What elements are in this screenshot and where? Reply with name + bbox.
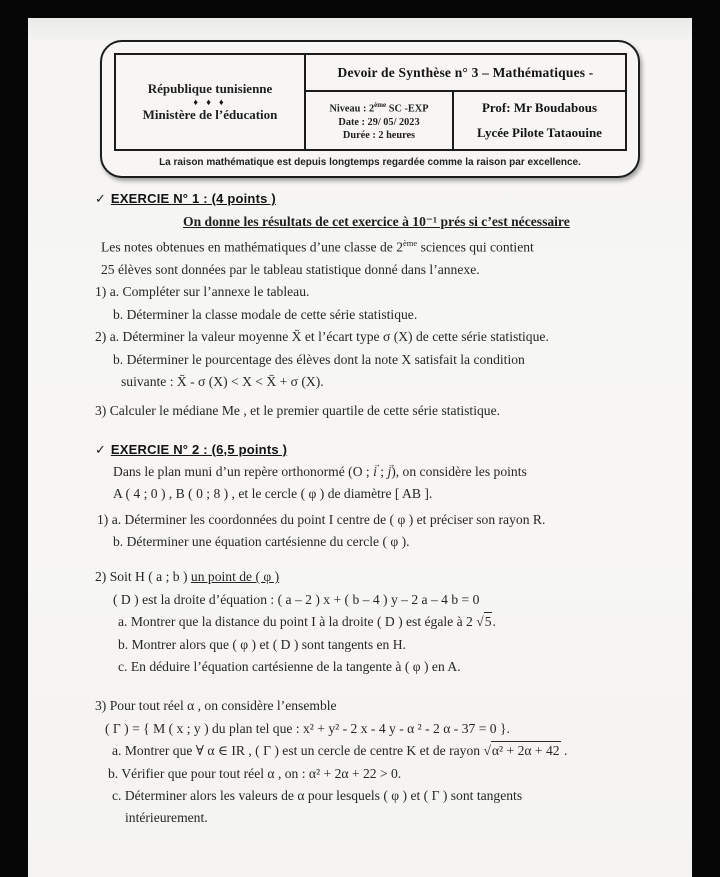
ex2-q1b: b. Déterminer une équation cartésienne du cercle ( φ ). — [113, 534, 410, 549]
ex2-q2-intro — [95, 566, 684, 588]
header-table — [114, 53, 627, 151]
ex2-q2c: c. En déduire l’équation cartésienne de la tangente à ( φ ) en A. — [118, 659, 461, 675]
ex2-q2b: b. Montrer alors que ( φ ) et ( D ) sont tangents en H. — [118, 636, 406, 652]
date-line: Date : 29/ 05/ 2023 — [338, 116, 420, 128]
vector-j: j → — [387, 461, 391, 483]
ex1-q3: 3) Calculer le médiane Me , et le premier quartile de cette série statistique. — [95, 403, 500, 419]
vector-i: i → — [373, 461, 377, 483]
ex2-q2-underlined: un point de ( φ ) — [190, 569, 280, 585]
ex1-intro-line1 — [101, 232, 684, 259]
ex2-q3a-end: . — [560, 743, 568, 759]
ex2-q3a-text: a. Montrer que ∀ α ∈ IR , ( Γ ) est un cercle de centre K et de rayon — [112, 743, 484, 759]
ex2-intro-line1 — [113, 461, 684, 483]
exam-info-cell — [306, 92, 452, 149]
teacher-cell — [452, 92, 625, 149]
exercise1-subtitle: On donne les résultats de cet exercice à 10⁻¹ prés si c’est nécessaire — [183, 214, 570, 229]
ex2-q2a-radicand: 5 — [484, 614, 492, 630]
ex2-q3a — [112, 740, 684, 762]
ex2-q3c-line1: c. Déterminer alors les valeurs de α pour lesquels ( φ ) et ( Γ ) sont tangents — [112, 788, 523, 804]
sqrt-icon: √ — [483, 743, 491, 759]
exam-header-box — [100, 40, 640, 178]
ex1-q2b: b. Déterminer le pourcentage des élèves dont la note X satisfait la condition — [113, 351, 525, 367]
ex1-q2a: 2) a. Déterminer la valeur moyenne X̄ et l’écart type σ (X) de cette série statistique. — [95, 329, 549, 345]
teacher-name: Prof: Mr Boudabous — [481, 99, 598, 115]
ex2-q2-d: ( D ) est la droite d’équation : ( a – 2 ) x + ( b – 4 ) y – 2 a – 4 b = 0 — [113, 591, 480, 607]
exam-body — [28, 178, 692, 830]
ex2-intro-line2: A ( 4 ; 0 ) , B ( 0 ; 8 ) , et le cercle ( φ ) de diamètre [ AB ]. — [113, 486, 433, 502]
diamonds-ornament: ♦ ♦ ♦ — [193, 97, 227, 107]
ex2-q2a-text: a. Montrer que la distance du point I à la droite ( D ) est égale à 2 — [118, 614, 477, 630]
ex2-q3c-line2: intérieurement. — [125, 810, 208, 826]
exam-title: Devoir de Synthèse n° 3 – Mathématiques - — [337, 64, 594, 80]
check-icon: ✓ — [95, 442, 106, 458]
ex1-q2b-cont: suivante : X̄ - σ (X) < X < X̄ + σ (X). — [121, 373, 324, 389]
sqrt-icon: √ — [476, 614, 484, 630]
exercise1-title: EXERCIE N° 1 : (4 points ) — [110, 191, 276, 206]
ex1-intro1a: Les notes obtenues en mathématiques d’une classe de 2 — [101, 239, 403, 255]
ex2-q3b: b. Vérifier que pour tout réel α , on : α² + 2α + 22 > 0. — [108, 765, 402, 781]
ex2-q2a — [118, 611, 684, 633]
ex2-q3-intro: 3) Pour tout réel α , on considère l’ensemble — [95, 698, 337, 714]
exercise2-title: EXERCIE N° 2 : (6,5 points ) — [110, 441, 288, 457]
ex1-q1b: b. Déterminer la classe modale de cette série statistique. — [113, 306, 418, 322]
niveau-line — [329, 99, 428, 115]
ex2-q2a-end: . — [492, 614, 496, 630]
ex1-intro1b: sciences qui contient — [417, 239, 534, 255]
ex1-q1a: 1) a. Compléter sur l’annexe le tableau. — [95, 284, 310, 300]
ex2-intro1a: Dans le plan muni d’un repère orthonormé (O ; — [113, 463, 374, 479]
ex2-intro1-sep: ; — [376, 463, 388, 479]
check-icon: ✓ — [95, 192, 106, 207]
ex1-intro-line2: 25 élèves sont données par le tableau statistique donné dans l’annexe. — [101, 261, 480, 277]
exam-title-cell — [306, 55, 625, 92]
exercise1-heading — [95, 188, 684, 210]
ex2-q3a-radicand: α² + 2α + 42 — [491, 743, 560, 759]
niveau-suffix: SC -EXP — [386, 103, 429, 115]
duration-line: Durée : 2 heures — [342, 129, 416, 141]
country-label: République tunisienne — [147, 81, 273, 96]
scanned-exam-page — [28, 18, 692, 877]
ex2-q2-plain: 2) Soit H ( a ; b ) — [95, 569, 191, 585]
school-name: Lycée Pilote Tataouine — [477, 125, 602, 141]
niveau-superscript: ème — [374, 101, 387, 110]
ministry-label: Ministère de l’éducation — [142, 107, 278, 122]
motto-text: La raison mathématique est depuis longtemps regardée comme la raison par excellence. — [159, 157, 581, 168]
ex2-q1a: 1) a. Déterminer les coordonnées du point I centre de ( φ ) et préciser son rayon R. — [97, 511, 546, 527]
ex1-intro1-sup: ème — [403, 238, 418, 248]
ex2-intro1b: ), on considère les points — [391, 463, 527, 479]
institution-cell — [116, 55, 306, 149]
ex2-q3-set: ( Γ ) = { M ( x ; y ) du plan tel que : x² + y² - 2 x - 4 y - α ² - 2 α - 37 = 0 }. — [105, 720, 510, 736]
niveau-prefix: Niveau : 2 — [329, 103, 375, 115]
